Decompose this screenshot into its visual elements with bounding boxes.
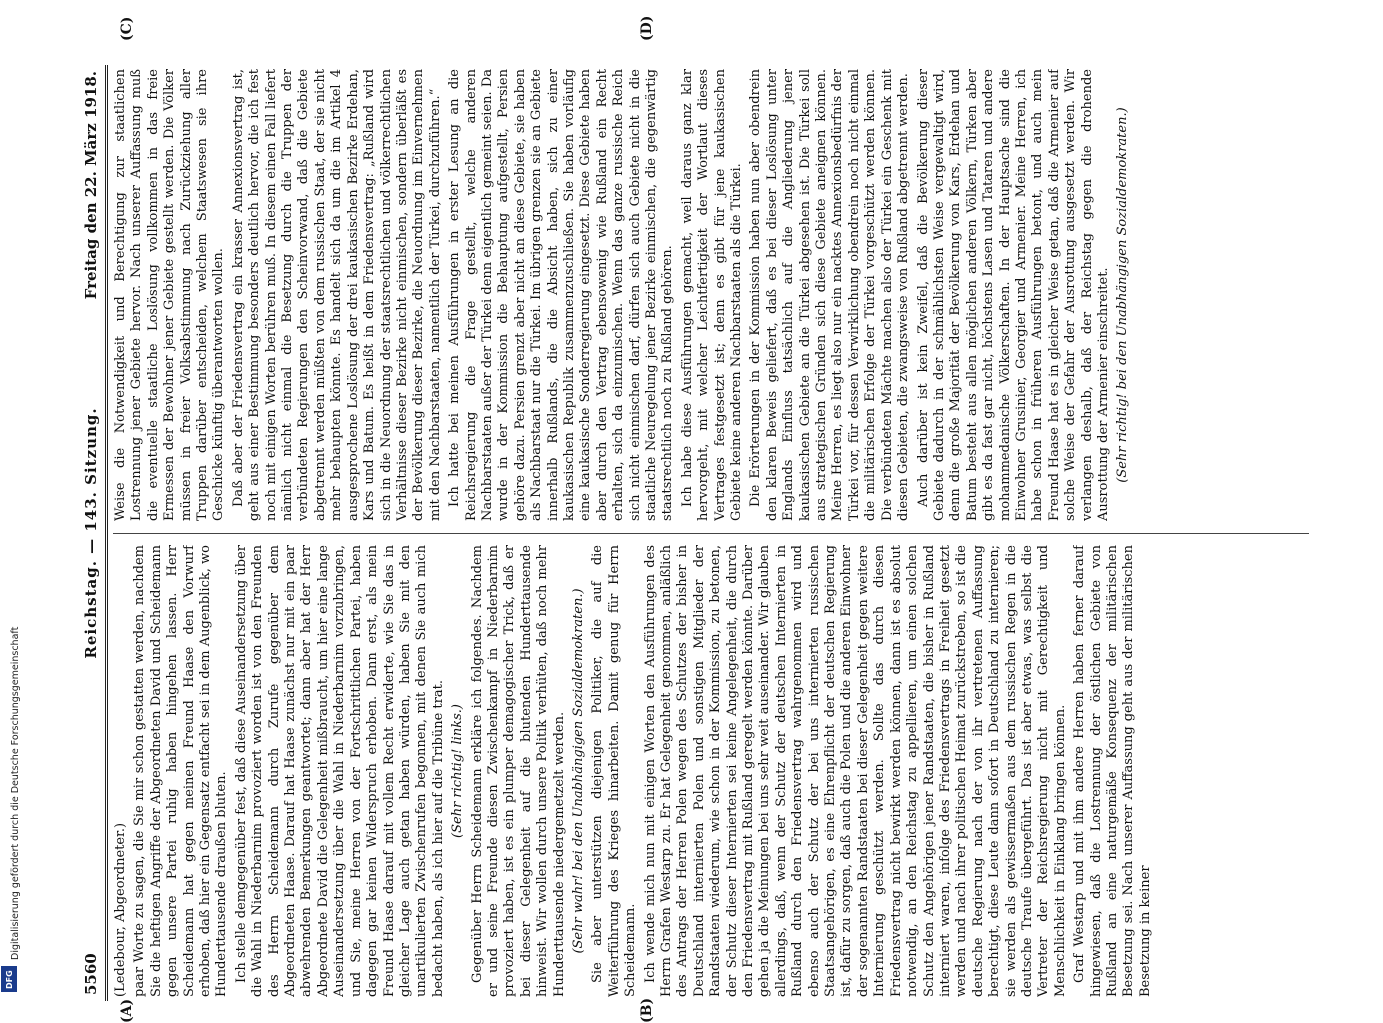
margin-marker-c: (C)	[119, 16, 135, 41]
interjection: (Sehr richtig! links.)	[450, 704, 466, 838]
paragraph: Weise die Notwendigkeit und Berechtigung zur staatlichen Lostrennung jener Gebiete hervor. Nach unserer Auffassung muß die eventuelle staatliche Loslösung vollkommen in das freie Ermessen der Bewohner jener Gebiete gestellt werden. Die Völker müssen in freier Volksabstimmung nach Zurückziehung aller Truppen darüber entscheiden, welchem Staatswesen sie ihre Geschicke künftig überantworten wollen.	[113, 69, 227, 521]
rotated-newspaper-page	[79, 15, 1319, 1023]
footer-credit-wrapper	[10, 626, 30, 960]
paragraph: Die Erörterungen in der Kommission haben nun aber obendrein den klaren Beweis geliefert, daß es bei dieser Loslösung unter Englands Einfluss tatsächlich auf die Angliederung jener kaukasischen Gebiete an die Türkei abgesehen ist. Die Türkei soll aus strategischen Gründen sich diese Gebiete aneignen können. Meine Herren, es liegt also nur ein nacktes Annexionsbedürfnis der Türkei vor, für dessen Verwirklichung obendrein noch nicht einmal die militärischen Erfolge der Türkei vorgeschützt werden können. Die verbündeten Mächte machen also der Türkei ein Geschenk mit diesen Gebieten, die zwangsweise von Rußland abgetrennt werden.	[748, 69, 912, 521]
column-divider	[113, 533, 1309, 534]
page-header	[79, 65, 108, 1001]
paragraph: Sie aber unterstützen diejenigen Politiker, die auf die Weiterführung des Krieges hinarbeiten. Damit genug für Herrn Scheidemann.	[590, 545, 639, 997]
margin-marker-b: (B)	[639, 997, 655, 1023]
right-column	[113, 69, 1313, 521]
paragraph: Ich wende mich nun mit einigen Worten den Ausführungen des Herrn Grafen Westarp zu. Er hat Gelegenheit genommen, anläßlich des Antrags der Herren Polen wegen des Schutzes der bisher in Deutschland internierten Polen und sonstigen Mitglieder der Randstaaten wiederum, wie schon in der Kommission, zu betonen, der Schutz dieser Internierten sei keine Angelegenheit, die durch den Friedensvertrag mit Rußland geregelt werden könnte. Darüber gehen ja die Meinungen bei uns sehr weit auseinander. Wir glauben allerdings, daß, wenn der Schutz der deutschen Internierten in Rußland durch den Friedensvertrag wahrgenommen wird und ebenso auch der Schutz der bei uns internierten russischen Staatsangehörigen, es eine Ehrenpflicht der deutschen Regierung ist, dafür zu sorgen, daß auch die Polen und die anderen Einwohner der sogenannten Randstaaten bei dieser Gelegenheit gegen weitere Internierung geschützt werden. Sollte das durch diesen Friedensvertrag nicht bewirkt werden können, dann ist es absolut notwendig, an den Reichstag zu appellieren, um einen solchen Schutz den Angehörigen jener Randstaaten, die bisher in Rußland interniert waren, infolge des Friedensvertrags in Freiheit gesetzt werden und nach ihrer politischen Heimat zurückstreben, so ist die deutsche Regierung nach der von ihr vertretenen Auffassung berechtigt, diese Leute dann sofort in Deutschland zu internieren; sie werden als gewissermaßen aus dem russischen Regen in die deutsche Traufe übergeführt. Das ist aber etwas, was selbst die Vertreter der Reichsregierung nicht mit Gerechtigkeit und Menschlichkeit in Einklang bringen können.	[642, 545, 1068, 997]
paragraph: paar Worte zu sagen, die Sie mir schon gestatten werden, nachdem Sie die heftigen Angriffe der Abgeordneten David und Scheidemann gegen unsere Partei ruhig haben hingehen lassen. Herr Scheidemann hat gegen meinen Freund Haase den Vorwurf erhoben, daß hier ein Gegensatz entfacht sei in dem Augenblick, wo Hunderttausende draußen bluten.	[132, 545, 230, 997]
paragraph: Graf Westarp und mit ihm andere Herren haben ferner darauf hingewiesen, daß die Lostrennung der östlichen Gebiete von Rußland an eine naturgemäße Konsequenz der militärischen Besetzung sei. Nach unserer Auffassung geht aus der militärischen Besetzung in keiner	[1072, 545, 1153, 997]
dfg-logo-icon	[1, 966, 17, 992]
paragraph: Ich hatte bei meinen Ausführungen in erster Lesung an die Reichsregierung die Frage gestellt, welche anderen Nachbarstaaten außer der Türkei denn eigentlich gemeint seien. Da wurde in der Kommission die Behauptung aufgestellt, Persien gehöre dazu. Persien grenzt aber nicht an diese Gebiete, sie haben als Nachbarstaat nur die Türkei. Im übrigen grenzen sie an Gebiete innerhalb Rußlands, die die Absicht haben, sich zu einer kaukasischen Republik zusammenzuschließen. Sie haben vorläufig eine kaukasische Sonderregierung eingesetzt. Diese Gebiete haben aber durch den Vertrag ebensowenig wie Rußland ein Recht erhalten, sich da einzumischen. Wenn das ganze russische Reich sich nicht einmischen darf, dürfen sich auch Gebiete nicht in die staatliche Neuregelung jener Bezirke einmischen, die gegenwärtig staatsrechtlich noch zu Rußland gehören.	[447, 69, 676, 521]
svg-text:DFG: DFG	[5, 970, 14, 989]
digitization-credit: Digitalisierung gefördert durch die Deutsche Forschungsgemeinschaft	[10, 626, 21, 960]
speaker-line: (Ledebour, Abgeordneter.)	[113, 822, 128, 997]
interjection: (Sehr wahr! bei den Unabhängigen Sozialdemokraten.)	[570, 588, 586, 954]
paragraph: Ich habe diese Ausführungen gemacht, weil daraus ganz klar hervorgeht, mit welcher Leichtfertigkeit der Wortlaut dieses Vertrages festgesetzt ist; denn es gibt für jene kaukasischen Gebiete keine anderen Nachbarstaaten als die Türkei.	[679, 69, 745, 521]
page-number: 5560	[82, 953, 100, 995]
margin-marker-d: (D)	[639, 15, 655, 41]
page-title: Reichstag. — 143. Sitzung.	[82, 407, 100, 659]
paragraph: Auch darüber ist kein Zweifel, daß die Bevölkerung dieser Gebiete dadurch in der schmählichsten Weise vergewaltigt wird, denn die große Majorität der Bevölkerung von Kars, Erdehan und Batum besteht aus allen möglichen anderen Völkern, Türken aber gibt es da fast gar nicht, höchstens Lasen und Tataren und andere mohammedanische Völkerschaften. In der Hauptsache sind die Einwohner Grusinier, Georgier und Armenier. Meine Herren, ich habe schon in früheren Ausführungen betont, und auch mein Freund Haase hat es in gleicher Weise getan, daß die Armenier auf solche Weise der Gefahr der Ausrottung ausgesetzt werden. Wir verlangen deshalb, daß der Reichstag gegen die drohende Ausrottung der Armenier einschreitet.	[915, 69, 1111, 521]
session-date: Freitag den 22. März 1918.	[82, 71, 100, 300]
interjection: (Sehr richtig! bei den Unabhängigen Sozialdemokraten.)	[1115, 107, 1131, 483]
paragraph: Gegenüber Herrn Scheidemann erkläre ich folgendes. Nachdem er und seine Freunde diesen Zwischenkampf in Niederbarnim provoziert haben, ist es ein plumper demagogischer Trick, daß er bei dieser Gelegenheit auf die blutenden Hunderttausende hinweist. Wir wollen durch unsere Politik verhüten, daß noch mehr Hunderttausende niedergemetzelt werden.	[469, 545, 567, 997]
left-column	[113, 545, 1313, 997]
paragraph: Ich stelle demgegenüber fest, daß diese Auseinandersetzung über die Wahl in Niederbarnim provoziert worden ist von den Freunden des Herrn Scheidemann durch Zurufe gegenüber dem Abgeordneten Haase. Darauf hat Haase zunächst nur mit ein paar abwehrenden Bemerkungen geantwortet; dann aber hat der Herr Abgeordnete David die Gelegenheit mißbraucht, um hier eine lange Auseinandersetzung über die Wahl in Niederbarnim vorzubringen, und Sie, meine Herren von der Fortschrittlichen Partei, haben dagegen gar keinen Widerspruch erhoben. Dann erst, als mein Freund Haase darauf mit vollem Recht erwiderte, wie Sie das in gleicher Lage auch getan haben würden, haben Sie mit den unartikulierten Zwischenrufen begonnen, mit denen Sie auch mich bedacht haben, als ich hier auf die Tribüne trat.	[233, 545, 446, 997]
paragraph: Daß aber der Friedensvertrag ein krasser Annexionsvertrag ist, geht aus einer Bestimmung besonders deutlich hervor, die ich fest noch mit einigen Worten berühren muß. In diesem einen Fall liefert nämlich nicht einmal die Besetzung durch die Truppen der verbündeten Regierungen den Scheinvorwand, daß die Gebiete abgetrennt werden müßten von dem russischen Staat, der sie nicht mehr behaupten könnte. Es handelt sich da um die im Artikel 4 ausgesprochene Loslösung der drei kaukasischen Bezirke Erdehan, Kars und Batum. Es heißt in dem Friedensvertrag: „Rußland wird sich in die Neuordnung der staatsrechtlichen und völkerrechtlichen Verhältnisse dieser Bezirke nicht einmischen, sondern überläßt es der Bevölkerung dieser Bezirke, die Neuordnung im Einvernehmen mit den Nachbarstaaten, namentlich der Türkei, durchzuführen.“	[230, 69, 443, 521]
margin-marker-a: (A)	[119, 998, 135, 1023]
